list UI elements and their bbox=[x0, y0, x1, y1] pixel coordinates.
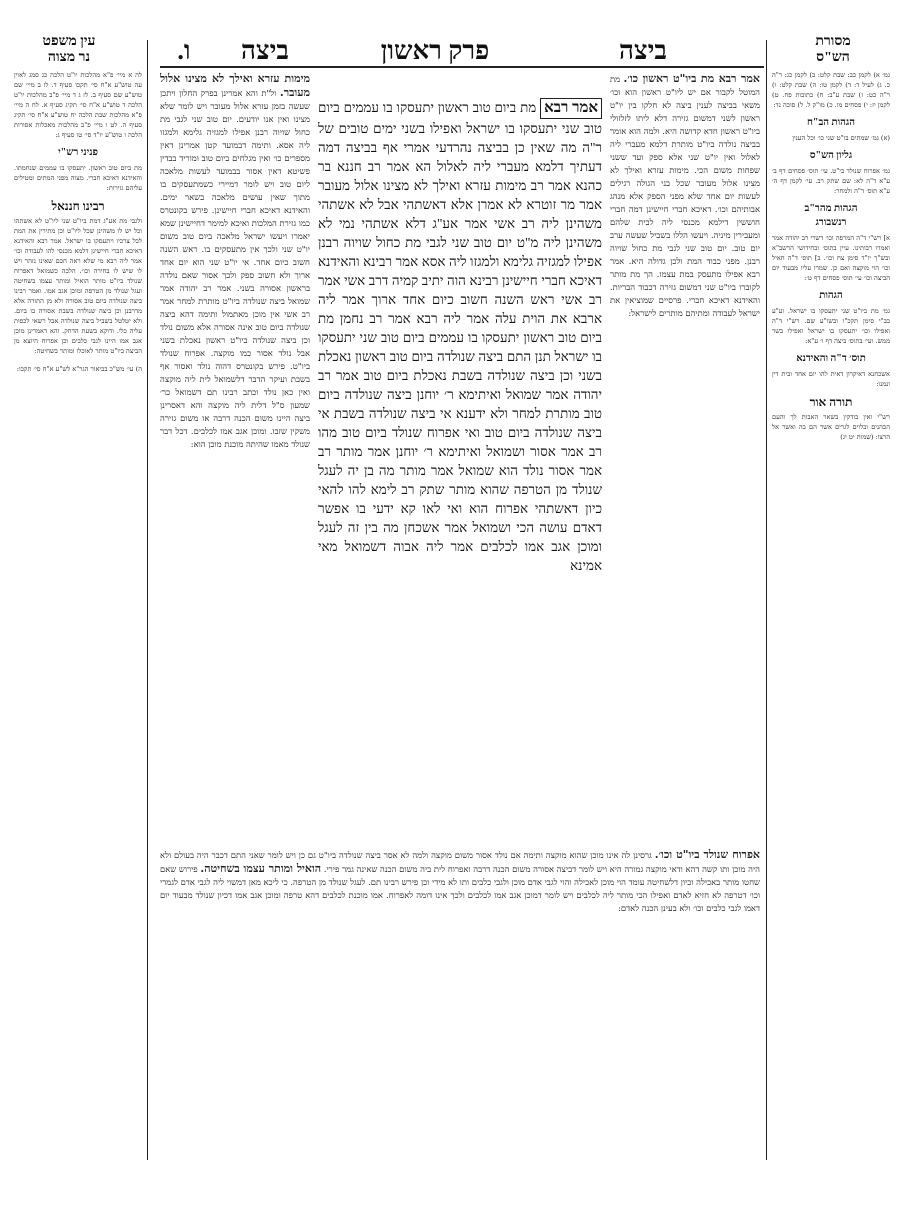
rashi-lead: אמר רבא מת ביו"ט ראשון כו׳. bbox=[623, 72, 760, 85]
rashi-text: מת המוטל לקבור אם יש ליו"ט ראשון הוא וכו׳ משאי בביצה לענין ביצה לא חלקו בין יו"ט ראשון לשני דמשום גזירה דלא ליתו לזלזולי ביו"ט ראשון חדא קדושה היא. ולמה הוא אומר בביצה נולדה ביו"ט מותרת דלמא מעברי ליה לאלול ואין יו"ט שני אלא ספק ועד ששני שפחות משום הכי. מימות עזרא ואילך לא מצינו אלול מעובר שכל בני הגולה רגילים לעשות יום אחד שלא מפני הספק אלא מנהג אבותיהם וכו׳. דאיכא חברי חיישינן דמה חברי חוששין דילמא מכנסי ליה לבית שלהם ומעבירין מיניה. ויעשו הללו בשביל שעשה ערב יום טוב. יום טוב שני לגבי מת כחול שויוה רבנן. מפני כבוד המת ולכן גדולה היא. אמר רבא אפילו מתעסק במת עצמו. הך מת מותר לקוברו ביו"ט שני דמשום גזירה דכבוד הבריות. והאידנא דאיכא חברי. פרסיים שמוציאין את ישראל לעבודה ומתיהם מותרים לישראל: bbox=[610, 74, 760, 318]
pninei-rashi-title: פניני רש"י bbox=[58, 147, 98, 158]
bottom-lead-1: אפרוח שנולד ביו"ט וכו׳. bbox=[654, 848, 760, 861]
tosafot-text: ול"ת והא אמרינן בפרק החלון ויתכן שעשה בזמן עזרא אלול מעובר ויש לומר שלא מצינו ואין אנו יודעים. יום טוב שני לגבי מת כחול שויוה רבנן אפילו למגזיה גלימא ולמגזו ליה אסא. ותימה דבמועד קטן אמרינן דאין מספרים כו׳ ואין מגלחים ביום טוב ומוריד בבדין פשיטא דאין אסור בבמועד לעשות מלאכה ליום טוב ויש לומר דמיירי כשמתעסקים בו מתוך שאין עושים מלאכה בשאר ימים. והאידנא דאיכא חברי חיישינן. פירש בקונטרס כמו גזירת המלכות ואיכא למימר דחיישינן שמא יאמרו ויעשו ישראל מלאכה ביום טוב משום יו"ט שני ולכך אין מתעסקים בו. ראש השנה חשוב כיום אחד. אי יו"ט שני הוא יום אחד ארוך ולא חשוב ספק ולכך אסור שאם נולדה בראשון אסורה בשני. אמר רב יהודה אמר שמואל ביצה שנולדה ביו"ט מותרת למחר אמר רב אשי אין מוכן מאתמול ותימה דהא ביצה שנולדה ביום טוב אינה אסורה אלא משום נולד וכן ביצה שנולדה ביו"ט ראשון נאכלת בשני אבל נולד אסור כמו מוקצה. אפרוח שנולד ביו"ט. פירש בקונטרס דהוה נולד ואסור אף בשבת ועיקר הדבר דלשמואל לית ליה מוקצה ואין כאן נולד וכתב רבינו תם דשמואל כר׳ שמעון ס"ל דלית ליה מוקצה והא דאסרינן ביצה היינו משום הכנה דרבה או משום גזירה משקין שזבו. ומוכן אגב אמו לכלבים. דכל דבר שנולד מאמו שהיתה מוכנת מוכן הוא: bbox=[160, 88, 310, 449]
bottom-commentary bbox=[160, 848, 760, 1138]
tosafot-note-text: אשכחנא דאיקרון דאית להו יום אחד ובית דין ונמנו: bbox=[772, 370, 890, 388]
masoret-corner-label: מסורת הש"ס bbox=[815, 34, 851, 65]
torah-or-text: רש"י ואין בודקין בשאר האבות לך והעם הכהנים ובלוים לגרים אשר הם בה ואשר אל הרצו: (שמות יט יג) bbox=[772, 413, 890, 441]
chapter-title: פרק ראשון bbox=[380, 36, 490, 65]
left-margin-column bbox=[14, 70, 142, 1130]
left-footnote: ה) עי׳ מש"כ בביאור הגר"א לש"ע א"ח סי׳ תקכו: bbox=[16, 365, 142, 373]
bottom-text-1: גרסינן לה אינו מוכן שהוא מוקצה ותימה אם נולד אסור משום מוקצה ולמה לא אסר ביצה שנולדה ביו"ט גם כן ויש לומר שאני התם דכבר היה בעולם ולא היה מוכן ותו קשה דהא ודאי מוקצה גמורה היא ויש לומר דביצה אסורה משום הכנה דרבה ואפרוח לית ביה משום הכנה שאינה גמר פירי. bbox=[160, 850, 760, 874]
left-margin-divider bbox=[147, 40, 148, 1160]
bottom-lead-2: הואיל ומותר עצמו בשחיטה. bbox=[200, 862, 322, 875]
rabbeinu-chananel-title: רבינו חננאל bbox=[51, 199, 105, 213]
tosafot-column bbox=[160, 72, 310, 832]
folio-number: ו. bbox=[177, 36, 191, 65]
hagahot-text: גמ׳ מת ביו"ט שני יתעסקו בו ישראל. וע"ע בב"י סימן תקכ"ו ובשו"ע שם. רש"י ד"ה ואפילו וכו׳ יתעסקו בו ישראל ואפילו בשר ממש. ועי׳ בתוס׳ ביצה דף ו׳ ע"א: bbox=[772, 307, 890, 345]
gilyon-hashas-text: גמ׳ אפרוח שנולד בי"ט. עי׳ תוס׳ פסחים דף ב׳ ע"א ד"ה לא: שם שתק רב. עי׳ לקמן דף ה׳ ע"א תוס׳ ד"ה ולמחר: bbox=[772, 167, 890, 195]
right-margin-divider bbox=[766, 40, 767, 1160]
hagahot-maharav-title: הגהות מהר"ב רנשבורג bbox=[804, 203, 858, 228]
gemara-lead: אמר רבא bbox=[540, 98, 602, 119]
rabbeinu-chananel-text: ולגבי מת אע"ג דמת ביו"ט שני ליו"ט לא אשתהו וכל יש לו משהינן שכל ליו"ט וכן מתירין את המת לכל צרכיו ויתעסקו בו ישראל. אמר רבא והאידנא דאיכא חברי חיישינן דלמא מכנסי להו לעבודה וכו׳ אמר ליה רבא מי שלא ראה חכם שאינו נזהר ויש לו שיש לו בחירה וכו׳. הלכה כשמואל דאפרוח שנולד ביו"ט מותר הואיל ומותר עצמו בשחיטה ועגל שנולד מן הטרפה ומוכן אגב אמו. ואמר רבינו ביצה שנולדה ביום טוב אסורה ולא מן התורה אלא מדרבנן וכן ביצה שנולדה בשבת אסורה בו ביום. ולא יטלטל בשביל ביצה שנולדה אבל רשאי לכפות עליה כלי. ודוקא בשעת הדחק. והא דאמרינן מוכן אגב אמו היינו לגבי כלבים וכן אפרוח היוצא מן הביצה ביו"ט מותר לאוכלו ומותר בשחיטה: bbox=[14, 217, 142, 355]
ein-mishpat-text: לה א מיי׳ פ"א מהלכות יו"ט הלכה כג סמג לאוין עה טוש"ע א"ח סי׳ תקכו סעיף ד. לו ב מיי׳ שם טוש"ע שם סעיף ב. לז ג ד מיי׳ פ"ב מהלכות יו"ט הלכה ד טוש"ע א"ח סי׳ תקיג סעיף א. לח ה מיי׳ פ"א מהלכות שבת הלכה יח טוש"ע א"ח סי׳ תקיג סעיף ה. לט ו מיי׳ פ"ב מהלכות מאכלות אסורות הלכה ו טוש"ע יו"ד סי׳ טו סעיף ג: bbox=[14, 71, 142, 139]
hagahot-maharav-text: א] רש"י ד"ה המרפה וכו׳ דשרי רב יהודה אמר ואמרו רבותינו. עיין בתוס׳ ובחידושי הרשב"א ובש"ך יו"ד סימן צח וכו׳. ב] תוס׳ ד"ה חאיל וכו׳ הוי מוקצה ואם כן. שמרו עליו מבעוד יום הביצה וכו׳ עי׳ תוס׳ פסחים דף ט׳: bbox=[772, 234, 890, 282]
tractate-title-left: ביצה bbox=[241, 36, 289, 65]
tosafot-note-title: תוס׳ ד"ה והאידנא bbox=[796, 353, 866, 364]
rashi-column bbox=[610, 72, 760, 832]
gilyon-hashas-title: גליון הש"ס bbox=[809, 150, 853, 161]
hagahot-title: הגהות bbox=[819, 290, 843, 301]
pninei-rashi-text: מת ביום טוב ראשון. יתעסקו בו עממים שנחמתו. והאידנא דאיכא חברי. מצוה מפני המתים ומטילים עליהם גזירות: bbox=[14, 164, 142, 192]
hagahot-bach-text: (א) גמ׳ שמתים בו"ט שני כו׳ וכל הענין bbox=[792, 134, 890, 142]
bottom-text-2: פירוש שאם שחטו מותר באכילה וכיון דלשחיטה עומד הוי מוכן לאכילה והוי לגבי אדם מוכן ולגבי כלבים ותו לא מידי וכן פירש רבינו תם. לעגל שנולד מן הטרפה. כי ליכא מאן דמשוי ליה לגבי אדם לגמרי וכו׳ דטרפה לא חזיא לאדם ואפילו הכי מותר ליה לכלבים ויש לומר דמוכן אגב אמו לכלבים ולכך אינו דומה לאפרוח. אמו מוכנת לכלבים דהא טרפה ומוכן אגב אמו דכיון שנולד מבעוד יום דאמו לגבי כלבים וכו׳ ולא בעינן הכנה לאדם: bbox=[160, 864, 760, 913]
gemara-bottom: שתק רב לימא להו להאי כיון דאשתהי אפרוח הוא ואי לאו קא ידעי בו אפשר דאדם עושה הכי ושמואל אמר אשכחן מה בין זה לעגל ומוכן אגב אמו לכלבים אמר ליה אבוה דשמואל מאי אמינא bbox=[318, 482, 602, 573]
torah-or-title: תורה אור bbox=[809, 395, 853, 409]
masoret-hashas-text: גמ׳ א) לקמן כב: שבת קלט: ב) לקמן כג: ר"ה כ. ג) לעיל ד: ד) לקמן טו: ה) שבת קלט: ו) ר"ה כט: ז) שבת ע"ב: ח) כתובות פח. ט) לקמן יז: י) פסחים מו. כ) מו"ק ל. ל) סוכה נד: bbox=[772, 71, 890, 109]
hagahot-bach-title: הגהות הב"ח bbox=[806, 117, 855, 128]
tosafot-lead: מימות עזרא ואילך לא מצינו אלול מעובר. bbox=[160, 72, 310, 99]
right-margin-column bbox=[772, 70, 890, 1130]
gemara-main-text bbox=[318, 98, 602, 838]
gemara-body: מת ביום טוב ראשון יתעסקו בו עממים ביום טוב שני יתעסקו בו ישראל ואפילו בשני ימים טובים של ר"ה מה שאין כן בביצה נהרדעי אמרי אף בביצה דמה דעתיך דלמא מעברי ליה לאלול הא אמר רב חננא בר כהנא אמר רב מימות עזרא ואילך לא מצינו אלול מעובר אמר מר זוטרא לא אמרן אלא דאשתהי אבל לא אשתהי משהינן ליה רב אשי אמר אע"ג דלא אשתהי נמי לא משהינן ליה מ"ט יום טוב שני לגבי מת כחול שויוה רבנן אפילו למגזיה גלימא ולמגזו ליה אסא אמר רבינא והאידנא דאיכא חברי חיישינן רבינא הוה יתיב קמיה דרב אשי אמר רב אשי ראש השנה חשוב כיום אחד ארוך אמר ליה ארבא את הוית עלה אמר ליה רבא אמר רב נחמן מת ביום טוב ראשון יתעסקו בו עממים ביום טוב שני יתעסקו בו ישראל תנן התם ביצה שנולדה ביום טוב ראשון נאכלת בשני וכן ביצה שנולדה בשבת נאכלת ביום טוב אמר רב יהודה אמר שמואל ואיתימא ר׳ יוחנן ביצה שנולדה ביום טוב מותרת למחר ולא ידענא אי ביצה שנולדה בשבת אי ביצה שנולדה ביום טוב ואי אפרוח שנולד ביום טוב מהו רב אמר אסור ושמואל ואיתימא ר׳ יוחנן אמר מותר רב אמר אסור נולד הוא שמואל אמר מותר מה בן יה לעגל שנולד מן הטרפה שהוא מותר bbox=[318, 100, 602, 497]
ein-mishpat-corner-label: עין משפט נר מצוה bbox=[42, 34, 96, 65]
header-rule bbox=[160, 66, 764, 68]
tractate-title-right: ביצה bbox=[619, 36, 667, 65]
